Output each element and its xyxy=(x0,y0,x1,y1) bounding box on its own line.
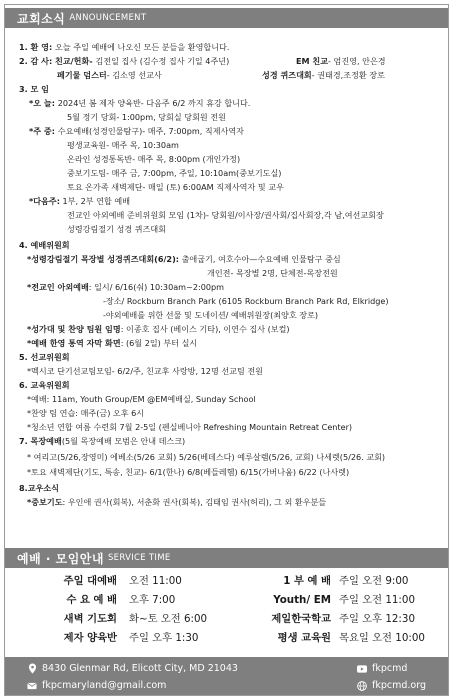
line-label: *다음주: xyxy=(29,196,60,206)
line-text: - 권태경,조정환 장로 xyxy=(311,70,385,80)
line-text: 5월 정기 당회- 1:00pm, 당회실 당회원 전원 xyxy=(67,112,226,122)
line-label: 7. 목장예배 xyxy=(19,436,62,446)
announcement-line xyxy=(27,466,349,478)
announcement-title: 교회소식 xyxy=(17,11,66,26)
announcement-line xyxy=(67,223,166,235)
announcement-line xyxy=(103,309,318,321)
line-text: *멕시코 단기선교팀모임- 6/2/주, 친교후 사랑방, 12명 선교팀 전원 xyxy=(27,366,264,376)
youtube-text[interactable]: fkpcmd xyxy=(372,663,408,674)
map-pin-icon xyxy=(27,664,37,674)
announcement-line xyxy=(19,55,229,67)
email-text[interactable]: fkpcmaryland@gmail.com xyxy=(42,680,167,691)
announcement-line xyxy=(67,139,179,151)
line-label: 6. 교육위원회 xyxy=(19,380,70,390)
service-label: Youth/ EM xyxy=(273,594,331,606)
announcement-line xyxy=(262,69,385,81)
line-text: - 엄진영, 안은경 xyxy=(328,56,386,66)
line-text: 수요예배(성경인물탐구)- 매주, 7:00pm, 직제사역자 xyxy=(57,126,244,136)
service-row xyxy=(5,630,448,647)
line-label: 2. 감 사: 친교/헌화- xyxy=(19,56,96,66)
line-label: *성가대 및 찬양 팀원 임명 xyxy=(27,324,121,334)
line-text: (5월 목장예배 모범은 안내 데스크) xyxy=(61,436,186,446)
line-text: - 김소영 선교사 xyxy=(106,70,162,80)
line-text: : 이종호 집사 (베이스 기타), 이연수 집사 (보컬) xyxy=(120,324,290,334)
line-text: *토요 새벽제단(기도, 특송, 친교)- 6/1(한나) 6/8(베들레헴) 6/15(가버나움) 6/22 (나사렛) xyxy=(27,467,350,477)
announcement-line xyxy=(27,337,197,349)
service-time: 오후 7:00 xyxy=(129,594,176,606)
line-text: 오늘 주일 예배에 나오신 모든 분들을 환영합니다. xyxy=(55,42,230,52)
service-header xyxy=(5,548,448,568)
service-times xyxy=(5,573,448,651)
line-label: *전교인 아외예배 xyxy=(27,282,89,292)
service-row xyxy=(5,611,448,628)
announcement-line xyxy=(27,323,290,335)
service-label: 평생 교육원 xyxy=(277,632,331,644)
announcement-body xyxy=(5,25,448,538)
line-text: 2024년 봄 제자 양육반- 다음주 6/2 까지 휴강 합니다. xyxy=(57,98,251,108)
line-text: 전교인 아외예배 준비위원회 모임 (1차)- 당회원/이사장/권사회/집사회장,각 남,여선교회장 xyxy=(67,210,384,220)
line-text: 출애굽기, 여호수아—수요예배 인물탐구 중심 xyxy=(179,254,341,264)
announcement-line xyxy=(67,111,226,123)
announcement-line xyxy=(27,451,385,463)
line-label: 성경 퀴즈대회 xyxy=(262,70,312,80)
announcement-line xyxy=(27,496,326,508)
announcement-line xyxy=(296,55,386,67)
line-text: 김전일 집사 (김수정 집사 기일 4주년) xyxy=(95,56,230,66)
footer xyxy=(5,657,448,696)
line-label: *오 늘: xyxy=(29,98,58,108)
service-time: 주일 오후 1:30 xyxy=(129,632,199,644)
line-text: *찬양 팀 연습: 매주(금) 오후 6시 xyxy=(27,408,145,418)
line-text: 1부, 2부 연합 예배 xyxy=(59,196,131,206)
announcement-line xyxy=(67,209,384,221)
globe-icon xyxy=(357,681,367,691)
announcement-line xyxy=(27,253,341,265)
line-label: 8.교우소식 xyxy=(19,483,59,493)
announcement-line xyxy=(207,267,338,279)
address-text: 8430 Glenmar Rd, Elicott City, MD 21043 xyxy=(42,663,238,674)
line-label: *성령강림절기 목장별 성경퀴즈대회(6/2): xyxy=(27,254,180,264)
line-text: 중보기도팀- 매주 금, 7:00pm, 주일, 10:10am(중보기도실) xyxy=(67,168,282,178)
announcement-line xyxy=(29,195,130,207)
announcement-line xyxy=(19,379,70,391)
bulletin-page xyxy=(4,4,449,696)
service-time: 화~토 오전 6:00 xyxy=(129,613,208,625)
announcement-line xyxy=(27,407,144,419)
announcement-line xyxy=(67,153,240,165)
announcement-line xyxy=(29,97,250,109)
line-text: : 우인애 권사(회복), 서춘화 권사(회복), 김태임 권사(허리), 그 외 환우분들 xyxy=(62,497,327,507)
service-label: 수 요 예 배 xyxy=(66,594,117,606)
announcement-line xyxy=(67,181,284,193)
address-item xyxy=(27,663,238,674)
website-text[interactable]: fkpcmd.org xyxy=(372,680,426,691)
line-label: 3. 모 임 xyxy=(19,84,49,94)
email-icon xyxy=(27,681,37,691)
line-label: 페기물 덤스터 xyxy=(57,70,107,80)
service-label: 주일 대예배 xyxy=(63,575,117,587)
announcement-line xyxy=(27,281,224,293)
announcement-line xyxy=(19,482,59,494)
service-title: 예배 · 모임안내 xyxy=(17,551,104,566)
service-time: 오전 11:00 xyxy=(129,575,182,587)
email-item[interactable] xyxy=(27,680,166,691)
service-subtitle: SERVICE TIME xyxy=(107,553,171,563)
youtube-item[interactable] xyxy=(357,663,407,674)
announcement-line xyxy=(19,239,70,251)
announcement-line xyxy=(27,421,352,433)
announcement-subtitle: ANNOUNCEMENT xyxy=(69,13,147,23)
youtube-icon xyxy=(357,664,367,674)
announcement-line xyxy=(103,295,389,307)
line-text: *청소년 연합 여름 수련회 7월 2-5일 (펜실베니아 Refreshing Mountain Retreat Center) xyxy=(27,422,353,432)
service-label: 제일한국학교 xyxy=(271,613,331,625)
announcement-line xyxy=(29,125,244,137)
announcement-line xyxy=(19,41,229,53)
line-text: 토요 온가족 새벽제단- 매일 (토) 6:00AM 직제사역자 및 교우 xyxy=(67,182,284,192)
service-row xyxy=(5,573,448,590)
line-text: : 일시/ 6/16(숴) 10:30am~2:00pm xyxy=(88,282,225,292)
line-text: 온라인 성경통독반- 매주 목, 8:00pm (개인가정) xyxy=(67,154,241,164)
line-label: 4. 예배위원회 xyxy=(19,240,70,250)
line-text: 성령강림절기 성경 퀴즈대회 xyxy=(67,224,166,234)
line-label: *중보기도 xyxy=(27,497,63,507)
line-label: *예배 한영 통역 자막 화면 xyxy=(27,338,121,348)
announcement-line xyxy=(27,365,263,377)
line-text: 평생교육원- 매주 목, 10:30am xyxy=(67,140,179,150)
announcement-line xyxy=(19,435,185,447)
service-label: 1 부 예 배 xyxy=(283,575,331,587)
announcement-line xyxy=(19,351,70,363)
line-label: 1. 환 영: xyxy=(19,42,56,52)
line-label: EM 친교 xyxy=(296,56,329,66)
announcement-line xyxy=(57,69,162,81)
website-item[interactable] xyxy=(357,680,426,691)
announcement-line xyxy=(19,83,49,95)
service-row xyxy=(5,592,448,609)
service-time: 주일 오후 12:30 xyxy=(339,613,416,625)
line-text: * 여리고(5/26,장영미) 에베소(5/26 교회) 5/26(베데스다) 예루살렘(5/26, 교회) 나세렛(5/26. 교회) xyxy=(27,452,386,462)
service-label: 새벽 기도회 xyxy=(63,613,117,625)
service-time: 주일 오전 11:00 xyxy=(339,594,416,606)
line-text: *예배: 11am, Youth Group/EM @EM예배실, Sunday School xyxy=(27,394,256,404)
line-label: *주 중: xyxy=(29,126,58,136)
line-text: : (6월 2일) 부터 실시 xyxy=(120,338,198,348)
line-label: 5. 선교위원회 xyxy=(19,352,70,362)
service-label: 제자 양육반 xyxy=(63,632,117,644)
service-time: 목요일 오전 10:00 xyxy=(339,632,425,644)
line-text: -야외예배를 위한 선물 및 도네이션/ 예배위원장(최양호 장로) xyxy=(103,310,319,320)
service-time: 주일 오전 9:00 xyxy=(339,575,409,587)
line-text: 개인전- 목장별 2명, 단체전-목장전원 xyxy=(207,268,338,278)
announcement-line xyxy=(27,393,256,405)
line-text: -장소/ Rockburn Branch Park (6105 Rockburn Branch Park Rd, Elkridge) xyxy=(103,296,389,306)
announcement-line xyxy=(67,167,281,179)
